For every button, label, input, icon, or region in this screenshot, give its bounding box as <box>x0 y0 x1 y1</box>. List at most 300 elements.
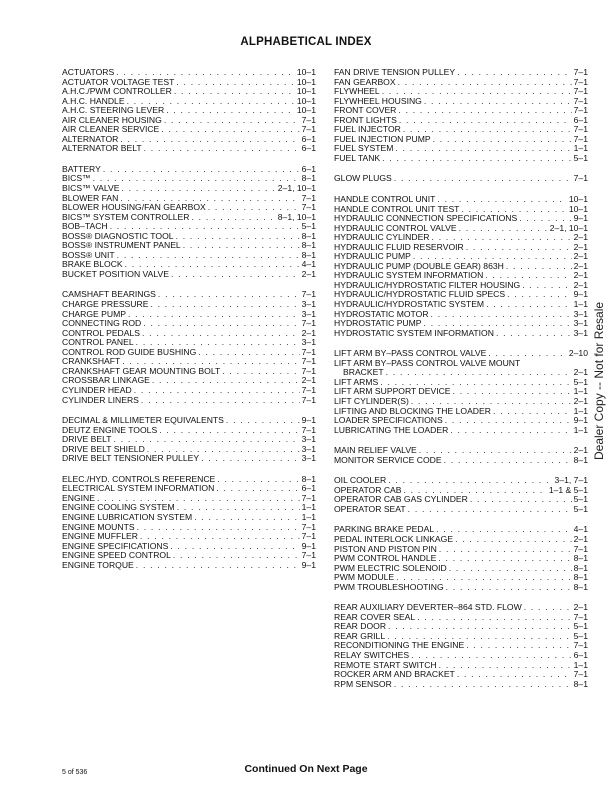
leader-dots <box>152 376 300 386</box>
index-entry-page: 2–1 <box>573 252 588 262</box>
page-title: ALPHABETICAL INDEX <box>240 36 372 48</box>
leader-dots <box>159 426 299 436</box>
index-group <box>334 68 588 163</box>
index-entry-name: HYDRAULIC CONTROL VALVE <box>334 223 457 233</box>
index-entry <box>62 348 316 358</box>
index-entry <box>334 446 588 456</box>
index-entry-page: 1–1 <box>573 387 588 397</box>
index-entry <box>334 78 588 88</box>
leader-dots <box>470 495 572 505</box>
leader-dots <box>177 503 300 513</box>
index-entry <box>62 251 316 261</box>
leader-dots <box>222 367 299 377</box>
index-entry <box>62 475 316 485</box>
index-entry <box>62 376 316 386</box>
leader-dots <box>466 243 572 253</box>
index-entry <box>334 554 588 564</box>
index-entry-name: DRIVE BELT TENSIONER PULLEY <box>62 454 200 464</box>
index-entry-name: LIFTING AND BLOCKING THE LOADER <box>334 406 491 416</box>
index-entry-name: ENGINE TORQUE <box>62 560 134 570</box>
index-entry-name: BICS™ <box>62 174 91 184</box>
index-entry-name: HYDRAULIC PUMP (DOUBLE GEAR) 863H <box>334 261 504 271</box>
index-entry <box>62 523 316 533</box>
index-entry-name: PWM CONTROL HANDLE <box>334 554 437 564</box>
index-entry <box>334 125 588 135</box>
index-entry-page: 2–1 <box>301 269 316 279</box>
leader-dots <box>437 195 566 205</box>
leader-dots <box>457 670 572 680</box>
index-entry-name: ENGINE SPEED CONTROL <box>62 551 171 561</box>
leader-dots <box>522 281 571 291</box>
index-entry-page: 10–1 <box>296 77 316 87</box>
index-entry-page: 6–1 <box>301 484 316 494</box>
index-entry-page: 2–1 <box>573 534 588 544</box>
index-entry-page: 7–1 <box>301 347 316 357</box>
index-entry-page: 2–1 <box>573 271 588 281</box>
index-entry-name: BLOWER FAN <box>62 193 119 203</box>
index-entry <box>334 97 588 107</box>
index-entry-page: 5–1 <box>573 495 588 505</box>
index-entry-name: HANDLE CONTROL UNIT <box>334 195 436 205</box>
index-entry <box>334 670 588 680</box>
index-entry-name: BOSS® DIAGNOSTIC TOOL <box>62 231 174 241</box>
leader-dots <box>485 271 571 281</box>
leader-dots <box>226 416 300 426</box>
index-entry-name: ACTUATORS <box>62 68 115 77</box>
index-entry <box>62 125 316 135</box>
index-entry-page: 7–1 <box>301 385 316 395</box>
index-entry-page: 1–1 <box>301 503 316 513</box>
index-entry-name: PWM ELECTRIC SOLENOID <box>334 563 447 573</box>
index-entry-name: BICS™ VALVE <box>62 184 120 194</box>
leader-dots <box>519 214 571 224</box>
index-entry <box>334 300 588 310</box>
index-entry-name: LIFT ARM BY–PASS CONTROL VALVE <box>334 349 487 359</box>
leader-dots <box>450 426 571 436</box>
leader-dots <box>216 484 299 494</box>
index-entry-name: BRAKE BLOCK <box>62 260 123 270</box>
index-entry-name: BRACKET <box>343 368 384 378</box>
leader-dots <box>380 378 571 388</box>
leader-dots <box>524 603 572 613</box>
index-entry-page: 8–1 <box>573 573 588 583</box>
index-column-right <box>334 68 588 700</box>
index-entry <box>62 194 316 204</box>
index-entry <box>62 551 316 561</box>
index-entry-page: 9–1 <box>573 290 588 300</box>
leader-dots <box>170 542 299 552</box>
index-entry-page: 2–1 <box>573 242 588 252</box>
index-entry <box>62 97 316 107</box>
leader-dots <box>439 661 572 671</box>
index-entry-name: ALTERNATOR <box>62 134 119 144</box>
index-entry-page: 7–1 <box>573 77 588 87</box>
index-entry-page: 6–1 <box>301 134 316 144</box>
index-entry-name: ENGINE MUFFLER <box>62 532 138 542</box>
index-entry-name: HYDRAULIC/HYDROSTATIC FLUID SPECS <box>334 290 506 300</box>
index-entry-page: 1–1 <box>573 300 588 310</box>
index-entry <box>62 222 316 232</box>
leader-dots <box>134 386 300 396</box>
index-entry-name: AIR CLEANER HOUSING <box>62 115 162 125</box>
watermark: Dealer Copy -- Not for Resale <box>592 301 606 460</box>
index-entry-name: ENGINE MOUNTS <box>62 522 135 532</box>
index-entry-page: 1–1 <box>573 144 588 154</box>
index-entry-page: 10–1 <box>568 204 588 214</box>
leader-dots <box>217 475 299 485</box>
index-entry-name: HYDRAULIC/HYDROSTATIC FILTER HOUSING <box>334 280 521 290</box>
index-entry <box>334 224 588 234</box>
index-entry-name: CYLINDER HEAD <box>62 385 132 395</box>
index-entry-page: 7–1 <box>301 551 316 561</box>
index-entry <box>334 135 588 145</box>
index-entry-name: REAR COVER SEAL <box>334 612 416 622</box>
index-entry-name: HYDRAULIC SYSTEM INFORMATION <box>334 271 484 281</box>
index-entry-page: 3–1 <box>301 300 316 310</box>
index-entry-name: ACTUATOR VOLTAGE TEST <box>62 77 175 87</box>
index-entry-name: MONITOR SERVICE CODE <box>334 455 442 465</box>
index-entry-name: FLYWHEEL <box>334 87 380 97</box>
leader-dots <box>166 106 295 116</box>
leader-dots <box>387 632 572 642</box>
index-entry-page: 7–1 <box>573 174 588 184</box>
index-entry-page: 2–10 <box>568 349 588 359</box>
index-entry-name: HYDROSTATIC MOTOR <box>334 309 429 319</box>
index-entry <box>334 397 588 407</box>
index-entry-name: BATTERY <box>62 164 101 174</box>
index-entry <box>334 495 588 505</box>
index-entry-page: 2–1, 10–1 <box>277 184 316 194</box>
index-entry <box>334 106 588 116</box>
leader-dots <box>164 116 300 126</box>
index-entry <box>62 357 316 367</box>
index-entry <box>334 456 588 466</box>
index-entry <box>334 243 588 253</box>
index-entry-name: A.H.C. HANDLE <box>62 96 125 106</box>
index-entry-page: 3–1 <box>573 309 588 319</box>
index-entry-page: 2–1 <box>573 603 588 613</box>
leader-dots <box>461 205 566 215</box>
index-entry <box>334 564 588 574</box>
leader-dots <box>433 135 572 145</box>
index-entry-name: FUEL INJECTION PUMP <box>334 134 431 144</box>
leader-dots <box>488 349 567 359</box>
index-entry-name: CONNECTING ROD <box>62 319 142 329</box>
index-entry <box>62 513 316 523</box>
index-entry <box>334 154 588 164</box>
index-entry-name: FUEL INJECTOR <box>334 125 401 135</box>
index-entry <box>62 338 316 348</box>
index-entry <box>62 290 316 300</box>
leader-dots <box>388 622 572 632</box>
index-group <box>334 446 588 465</box>
index-entry-name: BUCKET POSITION VALVE <box>62 269 169 279</box>
index-entry-page: 7–1 <box>301 115 316 125</box>
index-entry-name: FUEL TANK <box>334 153 381 163</box>
index-entry-page: 8–1 <box>301 250 316 260</box>
index-entry <box>62 396 316 406</box>
index-entry-page: 1–1 <box>573 406 588 416</box>
index-entry-page: 2–1 <box>573 396 588 406</box>
leader-dots <box>438 554 571 564</box>
index-group <box>62 290 316 405</box>
index-entry <box>334 416 588 426</box>
index-entry-page: 5–1 <box>573 504 588 514</box>
leader-dots <box>394 174 572 184</box>
leader-dots <box>137 523 300 533</box>
index-entry-name: DRIVE BELT SHIELD <box>62 444 145 454</box>
leader-dots <box>176 232 300 242</box>
index-entry-page: 1–1 & 5–1 <box>548 485 588 495</box>
index-entry-page: 7–1 <box>573 68 588 77</box>
index-entry-page: 7–1 <box>301 425 316 435</box>
leader-dots <box>198 348 299 358</box>
index-entry-page: 8–1 <box>573 582 588 592</box>
index-entry-name: LIFT ARM SUPPORT DEVICE <box>334 387 451 397</box>
index-group <box>334 174 588 184</box>
index-entry-name: FRONT COVER <box>334 106 397 116</box>
index-group <box>334 195 588 338</box>
index-entry-page: 7–1 <box>573 641 588 651</box>
leader-dots <box>449 564 572 574</box>
index-entry <box>334 378 588 388</box>
index-entry-page: 6–1 <box>301 144 316 154</box>
index-entry-name: OPERATOR CAB <box>334 485 402 495</box>
leader-dots <box>120 194 299 204</box>
index-entry <box>334 205 588 215</box>
index-entry-page: 7–1 <box>301 395 316 405</box>
index-entry-page: 10–1 <box>296 96 316 106</box>
index-entry-page: 6–1 <box>573 115 588 125</box>
index-entry <box>334 486 588 496</box>
index-entry <box>334 535 588 545</box>
leader-dots <box>457 68 572 78</box>
index-entry <box>334 505 588 515</box>
index-entry-name: DEUTZ ENGINE TOOLS <box>62 425 158 435</box>
index-entry-page: 7–1 <box>301 522 316 532</box>
leader-dots <box>404 486 547 496</box>
leader-dots <box>97 494 300 504</box>
index-entry-name: PEDAL INTERLOCK LINKAGE <box>334 534 454 544</box>
index-entry-page: 3–1 <box>301 309 316 319</box>
index-entry-name: FUEL SYSTEM <box>334 144 394 154</box>
index-entry <box>334 116 588 126</box>
index-entry-name: CHARGE PUMP <box>62 309 126 319</box>
index-entry-page: 7–1 <box>301 357 316 367</box>
index-group <box>62 475 316 570</box>
index-entry-name: HYDROSTATIC SYSTEM INFORMATION <box>334 328 494 338</box>
index-entry-name: HYDRAULIC FLUID RESERVOIR <box>334 242 464 252</box>
index-entry-page: 9–1 <box>301 416 316 426</box>
index-entry-name: HYDROSTATIC PUMP <box>334 319 422 329</box>
leader-dots <box>419 446 572 456</box>
index-entry <box>334 310 588 320</box>
index-entry <box>62 78 316 88</box>
index-entry <box>334 583 588 593</box>
index-entry <box>62 503 316 513</box>
index-entry-page: 7–1 <box>301 532 316 542</box>
index-entry <box>334 233 588 243</box>
index-entry-page: 2–1 <box>301 328 316 338</box>
leader-dots <box>120 135 299 145</box>
leader-dots <box>150 300 299 310</box>
index-entry-page: 1–1 <box>573 660 588 670</box>
leader-dots <box>493 407 572 417</box>
leader-dots <box>386 368 572 378</box>
index-column-left <box>62 68 316 581</box>
leader-dots <box>411 397 572 407</box>
leader-dots <box>395 144 571 154</box>
leader-dots <box>144 144 300 154</box>
index-entry <box>334 613 588 623</box>
leader-dots <box>125 260 300 270</box>
index-entry <box>334 329 588 339</box>
index-entry <box>334 359 588 369</box>
index-entry <box>334 271 588 281</box>
index-entry <box>334 622 588 632</box>
index-entry-name: REAR DOOR <box>334 622 387 632</box>
index-entry-name: ENGINE SPECIFICATIONS <box>62 541 169 551</box>
index-entry-name: PARKING BRAKE PEDAL <box>334 525 435 535</box>
index-entry-name: CROSSBAR LINKAGE <box>62 376 150 386</box>
index-entry-page: 3–1 <box>301 435 316 445</box>
index-entry <box>62 87 316 97</box>
index-entry-page: 2–1 <box>573 233 588 243</box>
leader-dots <box>486 300 572 310</box>
index-entry-name: LOADER SPECIFICATIONS <box>334 416 443 426</box>
index-entry-page: 8–1 <box>301 174 316 184</box>
index-entry-page: 3–1 <box>573 328 588 338</box>
index-group <box>62 68 316 154</box>
index-entry-name: ROCKER ARM AND BRACKET <box>334 670 455 680</box>
leader-dots <box>158 290 300 300</box>
leader-dots <box>183 241 300 251</box>
index-entry-page: 10–1 <box>296 106 316 116</box>
index-entry <box>334 426 588 436</box>
index-entry-name: PWM TROUBLESHOOTING <box>334 582 444 592</box>
index-entry-name: PWM MODULE <box>334 573 395 583</box>
leader-dots <box>122 357 299 367</box>
index-entry-name: OPERATOR SEAT <box>334 504 406 514</box>
leader-dots <box>201 454 300 464</box>
index-entry <box>62 165 316 175</box>
index-entry-name: CRANKSHAFT <box>62 357 121 367</box>
index-entry-page: 9–1 <box>573 416 588 426</box>
index-entry <box>334 262 588 272</box>
index-group <box>334 349 588 435</box>
leader-dots <box>399 116 572 126</box>
index-entry-name: RECONDITIONING THE ENGINE <box>334 641 465 651</box>
index-entry-name: AIR CLEANER SERVICE <box>62 125 160 135</box>
index-entry-page: 7–1 <box>573 96 588 106</box>
index-entry-page: 8–1 <box>573 554 588 564</box>
index-entry-page: 2–1 <box>301 376 316 386</box>
index-entry-page: 7–1 <box>573 87 588 97</box>
index-entry-name: ENGINE LUBRICATION SYSTEM <box>62 512 193 522</box>
index-entry-page: 5–1 <box>573 631 588 641</box>
index-entry-name: PISTON AND PISTON PIN <box>334 544 437 554</box>
leader-dots <box>121 184 275 194</box>
leader-dots <box>382 87 572 97</box>
leader-dots <box>171 270 300 280</box>
leader-dots <box>143 319 299 329</box>
index-entry-page: 6–1 <box>301 164 316 174</box>
index-entry <box>62 260 316 270</box>
index-entry-name: ENGINE <box>62 493 95 503</box>
index-entry-page: 7–1 <box>301 125 316 135</box>
index-group <box>62 165 316 280</box>
index-entry-name: CRANKSHAFT GEAR MOUNTING BOLT <box>62 366 221 376</box>
index-entry-page: 8–1 <box>573 563 588 573</box>
index-entry <box>334 174 588 184</box>
index-entry-name: DECIMAL & MILLIMETER EQUIVALENTS <box>62 416 224 426</box>
index-entry-page: 7–1 <box>301 493 316 503</box>
index-entry-page: 8–1, 10–1 <box>277 212 316 222</box>
leader-dots <box>396 573 572 583</box>
index-entry-page: 8–1 <box>573 455 588 465</box>
index-entry-name: BOSS® UNIT <box>62 250 115 260</box>
index-entry <box>62 203 316 213</box>
index-entry-name: HYDRAULIC CYLINDER <box>334 233 430 243</box>
leader-dots <box>459 224 548 234</box>
index-entry <box>62 241 316 251</box>
index-entry <box>62 454 316 464</box>
leader-dots <box>176 78 295 88</box>
index-entry <box>334 476 588 486</box>
index-entry <box>334 573 588 583</box>
index-entry <box>334 632 588 642</box>
index-entry-name: HANDLE CONTROL UNIT TEST <box>334 204 460 214</box>
index-entry <box>62 300 316 310</box>
leader-dots <box>394 680 572 690</box>
leader-dots <box>114 435 300 445</box>
index-entry <box>62 310 316 320</box>
index-entry-page: 7–1 <box>301 203 316 213</box>
index-entry-page: 10–1 <box>568 195 588 205</box>
index-entry-page: 7–1 <box>573 134 588 144</box>
index-entry-name: CAMSHAFT BEARINGS <box>62 290 156 300</box>
index-entry <box>334 651 588 661</box>
index-entry-name: CONTROL PANEL <box>62 338 134 348</box>
index-entry <box>334 349 588 359</box>
index-entry <box>334 603 588 613</box>
index-entry-page: 7–1 <box>573 106 588 116</box>
leader-dots <box>455 535 572 545</box>
index-group <box>62 416 316 464</box>
index-entry-name: FLYWHEEL HOUSING <box>334 96 422 106</box>
index-entry-page: 4–1 <box>573 525 588 535</box>
index-entry-name: FAN GEARBOX <box>334 77 396 87</box>
leader-dots <box>424 97 572 107</box>
index-entry <box>62 561 316 571</box>
index-entry-page: 8–1 <box>301 241 316 251</box>
index-entry-name: A.H.C./PWM CONTROLLER <box>62 87 172 97</box>
index-entry-page: 1–1 <box>301 512 316 522</box>
leader-dots <box>141 396 300 406</box>
leader-dots <box>174 87 295 97</box>
index-entry <box>62 68 316 78</box>
leader-dots <box>453 387 572 397</box>
index-entry <box>62 135 316 145</box>
index-entry-page: 1–1 <box>573 425 588 435</box>
index-entry-page: 10–1 <box>296 87 316 97</box>
index-entry-name: A.H.C. STEERING LEVER <box>62 106 165 116</box>
index-entry <box>62 174 316 184</box>
index-entry-name: RPM SENSOR <box>334 679 392 689</box>
index-entry <box>62 106 316 116</box>
index-entry-page: 3–1 <box>301 338 316 348</box>
index-entry <box>334 525 588 535</box>
